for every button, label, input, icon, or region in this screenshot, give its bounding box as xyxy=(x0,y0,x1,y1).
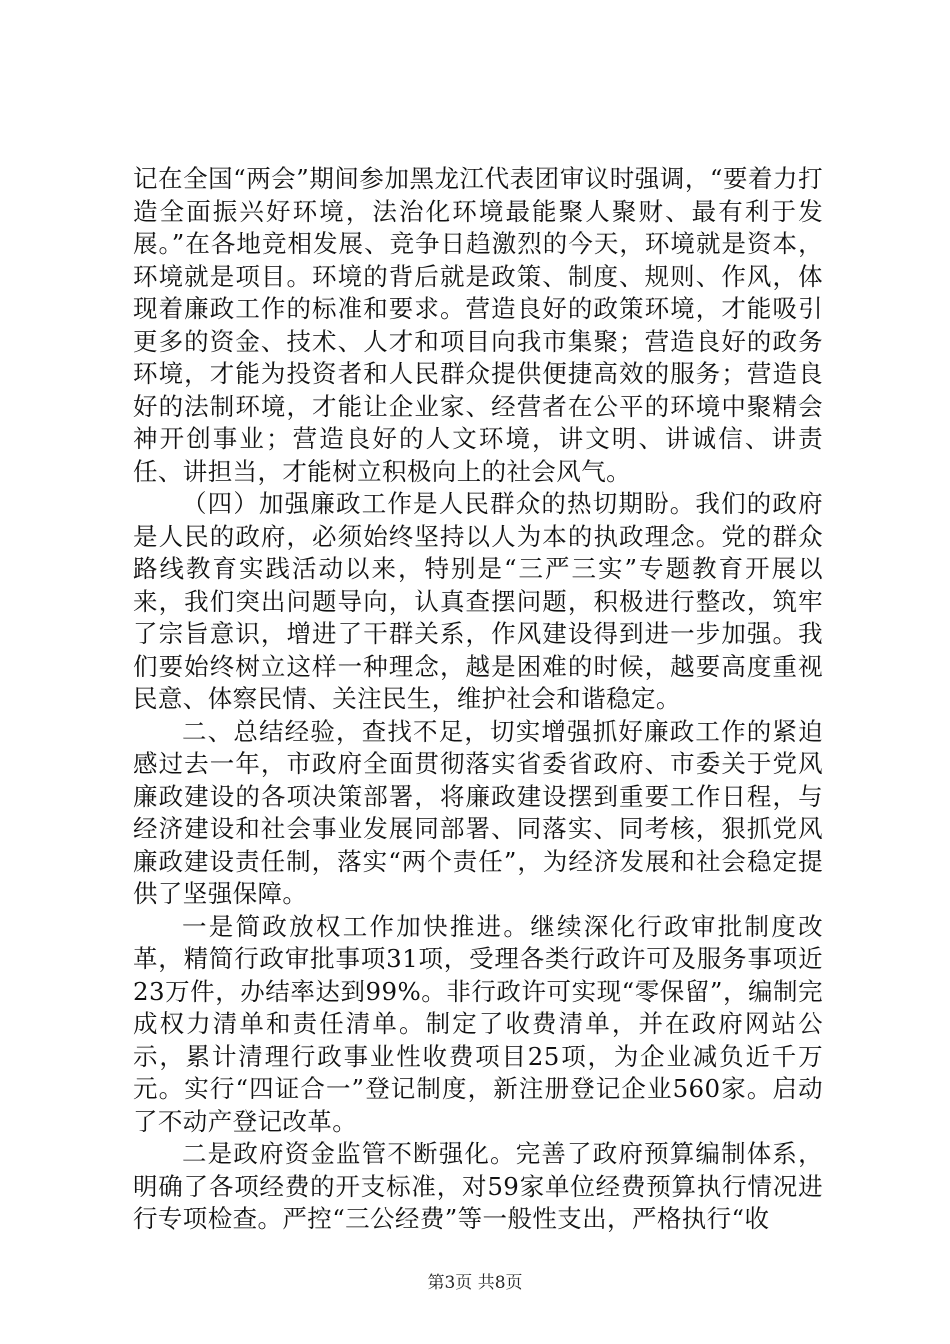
paragraph-environment: 记在全国“两会”期间参加黑龙江代表团审议时强调，“要着力打造全面振兴好环境，法治化环境最能聚人聚财、最有利于发展。”在各地竞相发展、竞争日趋激烈的今天，环境就是资本，环境就是项目。环境的背后就是政策、制度、规则、作风，体现着廉政工作的标准和要求。营造良好的政策环境，才能吸引更多的资金、技术、人才和项目向我市集聚；营造良好的政务环境，才能为投资者和人民群众提供便捷高效的服务；营造良好的法制环境，才能让企业家、经营者在公平的环境中聚精会神开创事业；营造良好的人文环境，讲文明、讲诚信、讲责任、讲担当，才能树立积极向上的社会风气。 xyxy=(133,164,823,486)
page-number-footer: 第3页 共8页 xyxy=(427,1273,523,1293)
paragraph-public-expectation: （四）加强廉政工作是人民群众的热切期盼。我们的政府是人民的政府，必须始终坚持以人为本的执政理念。党的群众路线教育实践活动以来，特别是“三严三实”专题教育开展以来，我们突出问题导向，认真查摆问题，积极进行整改，筑牢了宗旨意识，增进了干群关系，作风建设得到进一步加强。我们要始终树立这样一种理念，越是困难的时候，越要高度重视民意、体察民情、关注民生，维护社会和谐稳定。 xyxy=(133,489,823,713)
paragraph-fund-supervision: 二是政府资金监管不断强化。完善了政府预算编制体系，明确了各项经费的开支标准，对59家单位经费预算执行情况进行专项检查。严控“三公经费”等一般性支出，严格执行“收 xyxy=(133,1139,823,1233)
paragraph-summary-heading: 二、总结经验，查找不足，切实增强抓好廉政工作的紧迫感过去一年，市政府全面贯彻落实省委省政府、市委关于党风廉政建设的各项决策部署，将廉政建设摆到重要工作日程，与经济建设和社会事业发展同部署、同落实、同考核，狠抓党风廉政建设责任制，落实“两个责任”，为经济发展和社会稳定提供了坚强保障。 xyxy=(133,716,823,908)
document-body xyxy=(133,163,823,1236)
paragraph-streamline-administration: 一是简政放权工作加快推进。继续深化行政审批制度改革，精简行政审批事项31项，受理各类行政许可及服务事项近23万件，办结率达到99%。非行政许可实现“零保留”，编制完成权力清单和责任清单。制定了收费清单，并在政府网站公示，累计清理行政事业性收费项目25项，为企业减负近千万元。实行“四证合一”登记制度，新注册登记企业560家。启动了不动产登记改革。 xyxy=(133,911,823,1136)
